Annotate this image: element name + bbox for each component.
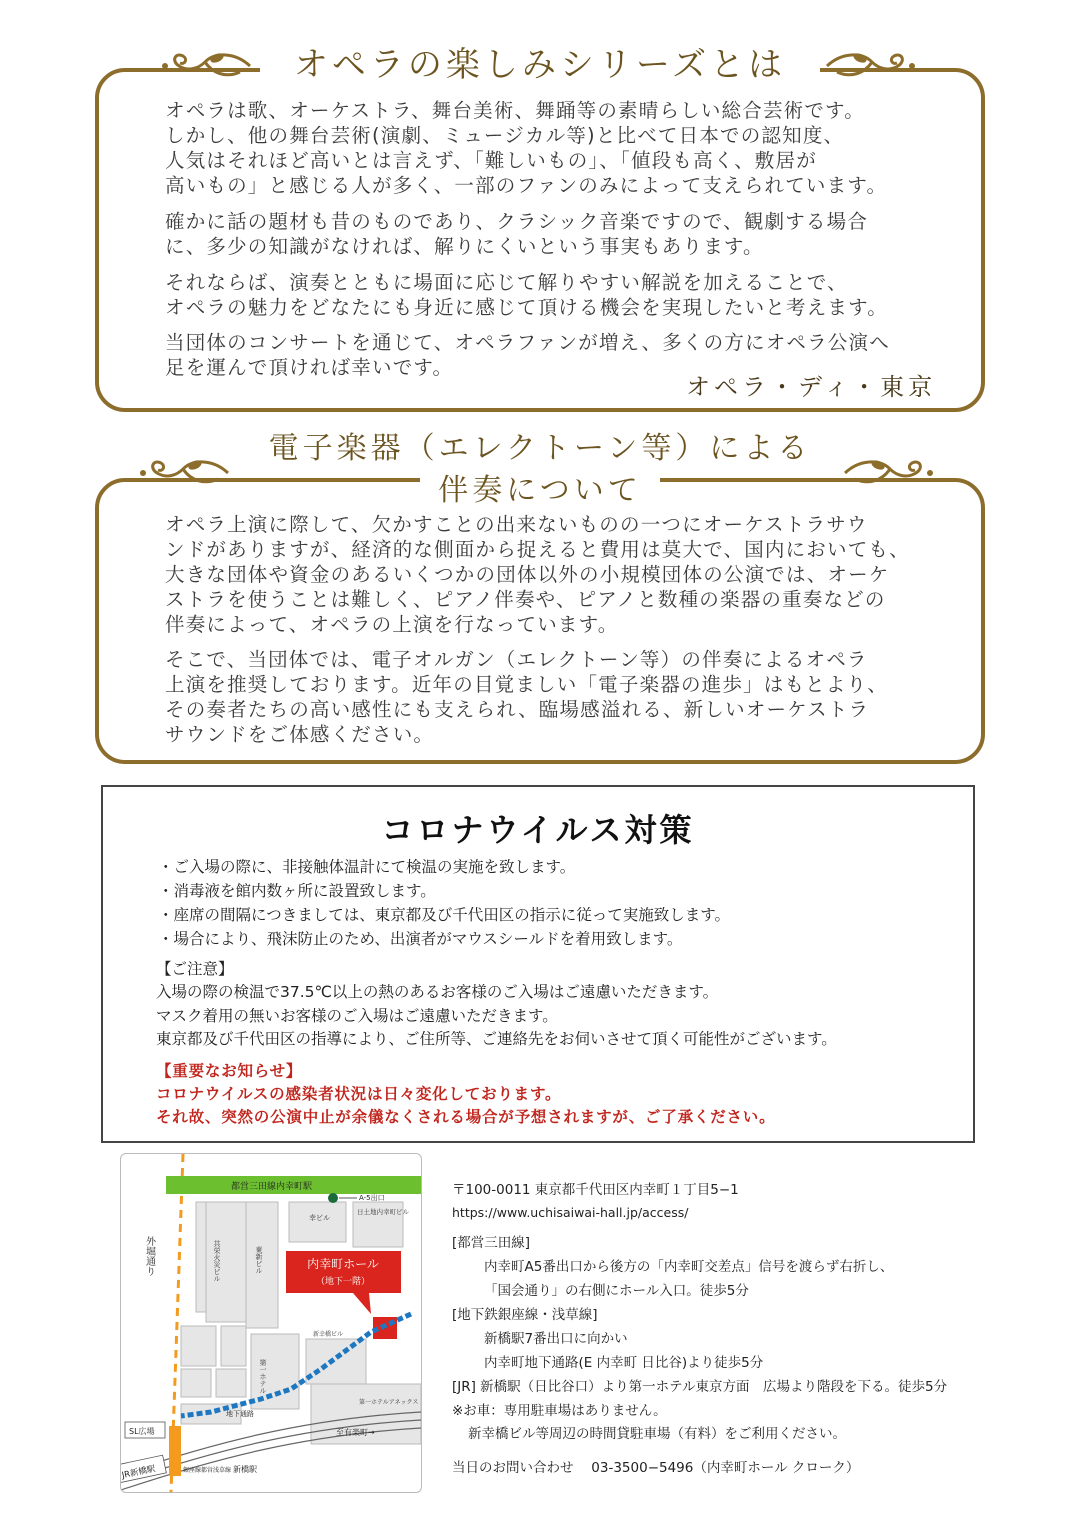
ginza-line: 新橋駅7番出口に向かい [484,1331,628,1347]
map-label: 都営三田線内幸町駅 [231,1182,313,1192]
car-line: 新幸橋ビル等周辺の時間貸駐車場（有料）をご利用ください。 [468,1426,846,1442]
notice-heading: 【ご注意】 [156,960,234,978]
signature: オペラ・ディ・東京 [686,373,937,401]
map-block-saiwai [289,1202,346,1242]
important-heading: 【重要なお知らせ】 [156,1062,303,1080]
section1-title: オペラの楽しみシリーズとは [260,42,820,88]
map-label: 銀座線都営浅草線 [183,1467,232,1474]
map-label: JR新橋駅 [121,1464,157,1481]
ginza-line: 内幸町地下通路(E 内幸町 日比谷)より徒歩5分 [484,1355,764,1371]
corona-bullet: ・消毒液を館内数ヶ所に設置致します。 [158,882,436,900]
map-label: 地下通路 [226,1410,254,1418]
map-label: 日土地内幸町ビル [357,1208,409,1216]
access-map [120,1153,422,1493]
callout-pointer [353,1293,371,1314]
corona-title: コロナウイルス対策 [381,811,695,849]
flourish-left-icon [133,455,233,491]
map-label: 新幸橋ビル [313,1331,344,1338]
map-label: A-5出口 [359,1194,385,1202]
map-label: 内幸町ホール [307,1257,379,1271]
mita-line: 「国会通り」の右側にホール入口。徒歩5分 [484,1283,749,1299]
map-drawing [121,1154,421,1492]
map-block-kyoei [206,1202,246,1322]
notice-line: 東京都及び千代田区の指導により、ご住所等、ご連絡先をお伺いさせて頂く可能性がございます。 [156,1030,837,1048]
notice-line: 入場の際の検温で37.5℃以上の熱のあるお客様のご入場はご遠慮いただきます。 [156,983,719,1001]
ginza-line-marker [169,1426,181,1476]
map-label: 第一ホテル [259,1359,267,1394]
flourish-right-icon [822,48,922,84]
map-label: 共栄火災ビル [213,1240,221,1282]
section1-paragraph-2: 確かに話の題材も昔のものであり、クラシック音楽ですので、観劇する場合 に、多少の知識がなければ、解りにくいという事実もあります。 [165,210,869,258]
car-line: ※お車：専用駐車場はありません。 [452,1403,667,1419]
map-block-shinsaiwai [306,1339,366,1384]
important-line: それ故、突然の公演中止が余儀なくされる場合が予想されますが、ご了承ください。 [156,1108,776,1126]
contact: 当日のお問い合わせ 03-3500−5496（内幸町ホール クローク） [452,1460,860,1476]
map-label: 東新ビル [255,1246,263,1274]
flourish-right-icon [840,455,940,491]
jr-line: [JR] 新橋駅（日比谷口）より第一ホテル東京方面 広場より階段を下る。徒歩5分 [452,1379,948,1395]
section1-paragraph-1: オペラは歌、オーケストラ、舞台美術、舞踊等の素晴らしい総合芸術です。 しかし、他の舞台芸術(演劇、ミュージカル等)と比べて日本での認知度、 人気はそれほど高いとは言えず、「難しいもの」、「値段も高く、敷居が 高いもの」と感じる人が多く、一部のファンのみによって支えられています。 [165,99,888,197]
map-block [181,1369,211,1397]
map-label: 新橋駅 [233,1465,257,1474]
mita-heading: [都営三田線] [452,1235,531,1251]
map-label: 外堀通り [143,1236,155,1276]
section2-title [235,428,845,512]
map-label: （地下一階） [315,1277,371,1287]
section2-paragraph-1: オペラ上演に際して、欠かすことの出来ないものの一つにオーケストラサウ ンドがありますが、経済的な側面から捉えると費用は莫大で、国内においても、 大きな団体や資金のあるいくつかの団体以外の小規模団体の公演では、オーケ ストラを使うことは難しく、ピアノ伴奏や、ピアノと数種の楽器の重奏などの 伴奏によって、オペラの上演を行なっています。 [165,513,910,636]
map-label: 幸ビル [309,1214,330,1222]
exit-marker-icon [328,1193,338,1203]
section1-paragraph-3: それならば、演奏とともに場面に応じて解りやすい解説を加えることで、 オペラの魅力をどなたにも身近に感じて頂ける機会を実現したいと考えます。 [165,271,888,319]
address: 〒100-0011 東京都千代田区内幸町１丁目5−1 [452,1182,739,1198]
section2-paragraph-2: そこで、当団体では、電子オルガン（エレクトーン等）の伴奏によるオペラ 上演を推奨しております。近年の目覚ましい「電子楽器の進歩」はもとより、 その奏者たちの高い感性にも支えられ、臨場感溢れる、新しいオーケストラ サウンドをご体感ください。 [165,648,888,746]
flourish-left-icon [155,48,255,84]
ginza-heading: [地下鉄銀座線・浅草線] [452,1307,598,1323]
map-block [221,1326,246,1366]
map-label: SL広場 [129,1427,155,1436]
section1-paragraph-4: 当団体のコンサートを通じて、オペラファンが増え、多くの方にオペラ公演へ 足を運んで頂ければ幸いです。 [165,331,890,379]
section2-title-line1: 電子楽器（エレクトーン等）による [268,431,812,466]
notice-line: マスク着用の無いお客様のご入場はご遠慮いただきます。 [156,1007,558,1025]
map-block [216,1369,246,1397]
corona-bullet: ・座席の間隔につきましては、東京都及び千代田区の指示に従って実施致します。 [158,906,730,924]
mita-line: 内幸町A5番出口から後方の「内幸町交差点」信号を渡らず右折し、 [484,1259,894,1275]
map-label: 第一ホテルアネックス [359,1399,419,1406]
corona-bullet: ・ご入場の際に、非接触体温計にて検温の実施を致します。 [158,858,576,876]
section2-title-line2: 伴奏について [420,470,660,512]
corona-box [101,785,975,1143]
map-block [181,1326,216,1366]
map-label: 至有楽町→ [336,1428,375,1437]
access-url[interactable]: https://www.uchisaiwai-hall.jp/access/ [452,1205,689,1220]
important-line: コロナウイルスの感染者状況は日々変化しております。 [156,1085,562,1103]
corona-bullet: ・場合により、飛沫防止のため、出演者がマウスシールドを着用致します。 [158,930,683,948]
